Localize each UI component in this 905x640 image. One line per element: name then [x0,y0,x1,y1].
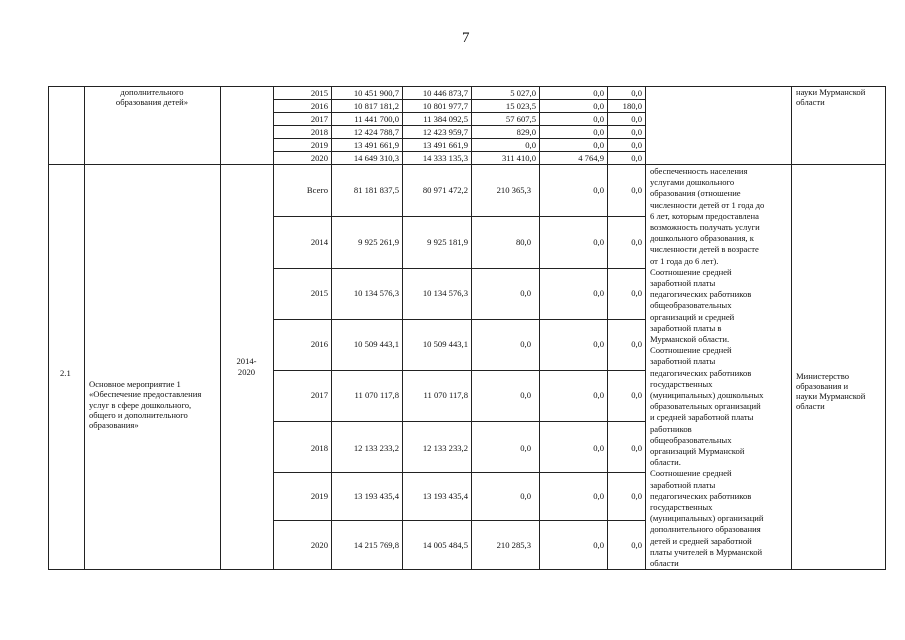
indicator-line: и средней заработной платы [650,412,754,423]
row-number: 2.1 [60,368,71,378]
indicator-line: (муниципальных) организаций [650,513,764,524]
executor: области [796,401,825,411]
executor-continued: области [796,97,825,107]
value-cell: 13 491 661,9 [353,140,399,150]
value-cell: 0,0 [631,288,642,298]
value-cell: 829,0 [516,127,536,137]
activity-name-continued: образования детей» [115,97,189,107]
row-line [273,472,645,473]
indicator-line: Соотношение средней [650,266,732,277]
grid-line [273,86,274,570]
value-cell: 0,0 [631,88,642,98]
indicator-line: педагогических работников [650,490,752,501]
value-cell: 0,0 [631,339,642,349]
indicator-line: государственных [650,378,713,389]
value-cell: 81 181 837,5 [353,185,399,195]
value-cell: 0,0 [593,114,604,124]
value-cell: 180,0 [622,101,642,111]
indicator-line: организаций и средней [650,311,735,322]
indicator-line: Соотношение средней [650,468,732,479]
grid-line [791,86,792,570]
year-cell: 2017 [310,114,328,124]
row-line [273,125,645,126]
year-cell: 2020 [310,540,328,550]
indicator-line: платы учителей в Мурманской [650,546,763,557]
value-cell: 4 764,9 [578,153,604,163]
page-number: 7 [462,30,470,46]
value-cell: 0,0 [631,153,642,163]
value-cell: 11 070 117,8 [354,390,399,400]
year-cell: 2015 [310,88,328,98]
value-cell: 0,0 [593,101,604,111]
indicator-line: 6 лет, которым предоставлена [650,210,759,221]
indicator-line: численности детей в возрасте [650,244,759,255]
year-cell: 2018 [310,127,328,137]
value-cell: 0,0 [593,540,604,550]
value-cell: 0,0 [631,185,642,195]
value-cell: 0,0 [520,443,531,453]
value-cell: 0,0 [520,288,531,298]
indicator-line: Мурманской области. [650,334,730,344]
indicator-line: заработной платы [650,479,716,490]
indicator-line: заработной платы [650,356,716,367]
row-line [273,112,645,113]
indicator-line: области [650,558,679,568]
value-cell: 12 424 788,7 [353,127,399,137]
year-cell: 2016 [310,339,328,349]
row-line [273,319,645,320]
value-cell: 9 925 261,9 [358,237,399,247]
value-cell: 0,0 [593,390,604,400]
value-cell: 0,0 [593,491,604,501]
indicator-line: обеспеченность населения [650,166,748,176]
activity-name-continued: дополнительного [120,87,184,97]
year-cell: 2019 [310,140,328,150]
row-line [273,216,645,217]
value-cell: 0,0 [631,140,642,150]
value-cell: 0,0 [593,127,604,137]
value-cell: 10 509 443,1 [353,339,399,349]
indicator-line: общеобразовательных [650,300,732,311]
value-cell: 13 193 435,4 [422,491,468,501]
value-cell: 10 817 181,2 [353,101,399,111]
value-cell: 0,0 [593,237,604,247]
value-cell: 10 451 900,7 [353,88,399,98]
value-cell: 14 005 484,5 [422,540,468,550]
year-cell: 2017 [310,390,328,400]
row-line [273,421,645,422]
row-line [273,268,645,269]
value-cell: 10 446 873,7 [422,88,468,98]
indicator-line: возможность получать услуги [650,222,760,232]
year-cell: 2018 [310,443,328,453]
indicator-line: государственных [650,502,713,512]
value-cell: 9 925 181,9 [427,237,468,247]
value-cell: 12 133 233,2 [353,443,399,453]
value-cell: 0,0 [593,443,604,453]
value-cell: 0,0 [593,288,604,298]
value-cell: 14 333 135,3 [422,153,468,163]
period: 2020 [237,367,256,377]
value-cell: 210 365,3 [496,185,531,195]
grid-line [607,86,608,570]
grid-line [402,86,403,570]
value-cell: 10 134 576,3 [422,288,468,298]
value-cell: 0,0 [525,140,536,150]
indicator-line: от 1 года до 6 лет). [650,255,719,266]
value-cell: 0,0 [593,339,604,349]
period: 2014- [236,356,257,366]
indicator-line: области. [650,457,681,468]
value-cell: 13 491 661,9 [422,140,468,150]
value-cell: 10 509 443,1 [422,339,468,349]
value-cell: 11 070 117,8 [423,390,468,400]
value-cell: 12 423 959,7 [422,127,468,137]
value-cell: 0,0 [520,491,531,501]
value-cell: 11 384 092,5 [423,114,468,124]
value-cell: 0,0 [593,140,604,150]
row-line [273,99,645,100]
indicator-line: дополнительного образования [650,524,761,535]
indicator-line: заработной платы в [650,322,722,333]
value-cell: 0,0 [593,88,604,98]
value-cell: 10 134 576,3 [353,288,399,298]
value-cell: 12 133 233,2 [422,443,468,453]
value-cell: 0,0 [520,339,531,349]
value-cell: 15 023,5 [505,101,536,111]
value-cell: 0,0 [631,390,642,400]
executor: Министерство [796,371,849,381]
row-line [273,151,645,152]
indicator-line: заработной платы [650,278,716,288]
value-cell: 210 285,3 [496,540,531,550]
grid-line [220,86,221,570]
indicator-line: (муниципальных) дошкольных [650,390,764,400]
year-cell: 2019 [310,491,328,501]
value-cell: 80 971 472,2 [422,185,468,195]
value-cell: 0,0 [631,443,642,453]
value-cell: 14 649 310,3 [353,153,399,163]
row-line [273,520,645,521]
executor: науки Мурманской [796,391,866,401]
value-cell: 5 027,0 [510,88,536,98]
value-cell: 0,0 [631,237,642,247]
indicator-line: образования (отношение [650,188,741,199]
indicator-line: организаций Мурманской [650,446,745,456]
value-cell: 311 410,0 [501,153,536,163]
value-cell: 0,0 [631,114,642,124]
indicator-line: образовательных организаций [650,401,761,412]
value-cell: 10 801 977,7 [422,101,468,111]
activity-name: Основное мероприятие 1 «Обеспечение предоставления услуг в сфере дошкольного, общего и дополнительного образования» [89,379,202,431]
executor-continued: науки Мурманской [796,87,866,97]
year-cell: 2020 [310,153,328,163]
value-cell: 0,0 [631,127,642,137]
year-cell: 2016 [310,101,328,111]
section-separator [48,164,886,165]
value-cell: 80,0 [515,237,531,247]
row-line [273,138,645,139]
grid-line [471,86,472,570]
value-cell: 11 441 700,0 [354,114,399,124]
indicator-line: педагогических работников [650,367,752,378]
year-cell: 2014 [310,237,328,247]
indicator-line: дошкольного образования, к [650,233,754,244]
row-line [273,370,645,371]
value-cell: 0,0 [631,540,642,550]
indicator-line: работников [650,423,692,434]
value-cell: 0,0 [593,185,604,195]
indicator-line: общеобразовательных [650,434,732,445]
value-cell: 0,0 [631,491,642,501]
grid-line [645,86,646,570]
value-cell: 0,0 [520,390,531,400]
indicator-line: детей и средней заработной [650,535,752,546]
indicator-line: Соотношение средней [650,345,732,356]
indicator-line: услугами дошкольного [650,177,735,188]
value-cell: 57 607,5 [505,114,536,124]
value-cell: 13 193 435,4 [353,491,399,501]
year-cell: 2015 [310,288,328,298]
grid-line [84,86,85,570]
indicator-line: педагогических работников [650,289,752,300]
value-cell: 14 215 769,8 [353,540,399,550]
grid-line [331,86,332,570]
indicator-line: численности детей от 1 года до [650,199,765,210]
executor: образования и [796,381,849,391]
year-cell: Всего [306,185,328,195]
grid-line [539,86,540,570]
